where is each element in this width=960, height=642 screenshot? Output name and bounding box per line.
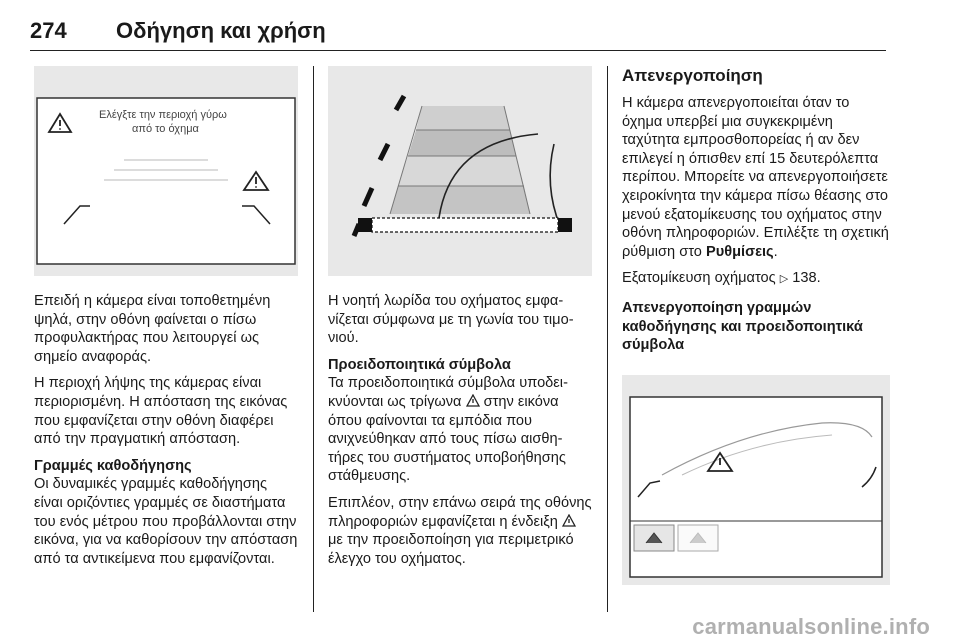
paragraph: Επιπλέον, στην επάνω σειρά της οθόνης πληροφοριών εμφανίζεται η ένδειξη με την προειδοποίηση για περιμετρικό έλεγχο του οχήματος. [328, 494, 592, 567]
paragraph: Οι δυναμικές γραμμές καθοδήγησης είναι οριζόντιες γραμμές σε διαστήματα του ενός μέτρου που προβάλλονται στην εικόνα, για να καθορίσουν την απόσταση από τα αντικείμενα που εμφανίζονται. [34, 476, 298, 567]
subheading-guidelines: Γραμμές καθοδήγησης [34, 457, 192, 474]
section-heading-deactivation: Απενεργοποίηση [622, 66, 763, 85]
paragraph: Η περιοχή λήψης της κάμερας είναι περιορισμένη. Η απόσταση της εικόνας που εμφανίζεται στην οθόνη διαφέρει από την πραγματική απόσταση. [34, 375, 288, 448]
column-3 [622, 66, 890, 585]
column-1 [34, 66, 298, 576]
warning-text-line2: από το όχημα [132, 123, 199, 135]
column-2 [328, 66, 592, 576]
paragraph: Επειδή η κάμερα είναι τοποθετημένη ψηλά, στην οθόνη φαίνεται ο πίσω προφυλακτήρας που λειτουργεί ως σημείο αναφοράς. [34, 293, 271, 365]
paragraph: Η κάμερα απενεργοποιείται όταν το όχημα υπερβεί μια συγκεκριμένη ταχύτητα εμπροσθοπορείας ή αν δεν επιλεγεί η όπισθεν επί 15 δευτερόλεπτα περίπου. Μπορείτε να απενεργοποιήσετε χειροκίνητα την κάμερα πίσω θέασης στο μενού εξατομίκευσης του οχήματος στην οθόνη πληροφοριών. Επιλέξτε τη σχετική ρύθμιση στο Ρυθμίσεις. [622, 95, 889, 260]
warning-text-line1: Ελέγξτε την περιοχή γύρω [99, 109, 227, 121]
page-reference-icon: ▷ [779, 273, 789, 286]
paragraph: Εξατομίκευση οχήματος ▷ 138. [622, 270, 821, 287]
camera-view-figure-3 [622, 375, 890, 585]
page-number: 274 [30, 18, 67, 43]
page-title: Οδήγηση και χρήση [116, 18, 326, 43]
watermark: carmanualsonline.info [590, 614, 930, 640]
page-header [30, 16, 886, 51]
warning-triangle-icon [466, 394, 480, 407]
camera-view-figure-2 [328, 66, 592, 276]
subheading-disable-lines: Απενεργοποίηση γραμμών καθοδήγησης και προειδοποιητικά σύμβολα [622, 299, 863, 354]
column-divider [607, 66, 608, 612]
warning-triangle-icon [562, 514, 576, 527]
camera-view-figure-1 [34, 66, 298, 276]
paragraph: Τα προειδοποιητικά σύμβολα υποδεικνύονται ως τρίγωνα στην εικόνα όπου φαίνονται τα εμπόδια που ανιχνεύθηκαν από τους πίσω αισθητήρες του συστήματος υποβοήθησης στάθμευσης. [328, 375, 568, 485]
paragraph: Η νοητή λωρίδα του οχήματος εμφανίζεται σύμφωνα με τη γωνία του τιμονιού. [328, 293, 574, 347]
column-divider [313, 66, 314, 612]
settings-menu-name: Ρυθμίσεις [705, 243, 774, 260]
subheading-warning-symbols: Προειδοποιητικά σύμβολα [328, 356, 511, 373]
